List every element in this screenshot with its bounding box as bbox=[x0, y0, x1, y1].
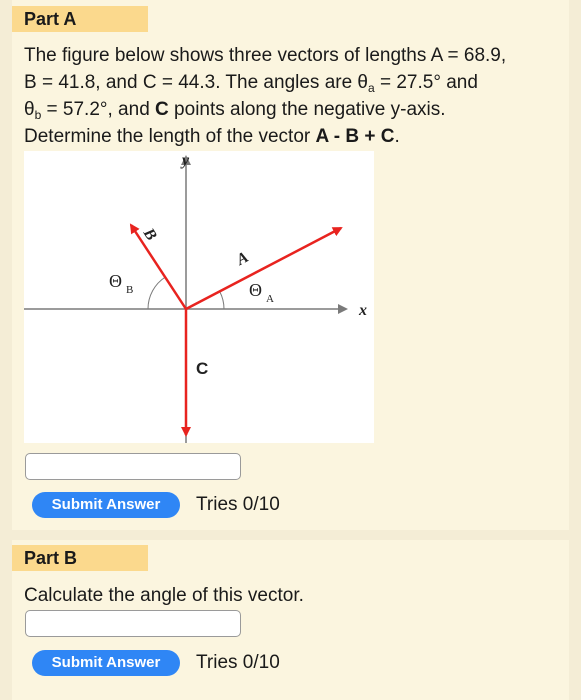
question-text: points along the negative y-axis. bbox=[168, 99, 446, 120]
subscript: b bbox=[34, 108, 42, 122]
part-b-heading: Part B bbox=[12, 545, 148, 571]
part-a-question bbox=[24, 42, 564, 150]
theta-b-subscript: B bbox=[126, 284, 134, 296]
part-b-question: Calculate the angle of this vector. bbox=[24, 585, 304, 606]
part-a-submit-button[interactable]: Submit Answer bbox=[32, 492, 180, 518]
theta-a-label: Θ bbox=[249, 280, 262, 300]
part-a-answer-input[interactable] bbox=[25, 453, 241, 480]
question-text: B = 41.8, and C = 44.3. The angles are θ bbox=[24, 72, 369, 93]
vector-a-label: A bbox=[233, 248, 252, 269]
theta-b-arc bbox=[148, 277, 165, 309]
x-axis-label: x bbox=[359, 302, 367, 319]
question-text: = 57.2°, and bbox=[41, 99, 156, 120]
theta-a-arc bbox=[220, 292, 224, 310]
bold-vector-symbol: C bbox=[155, 99, 169, 120]
part-b-submit-button[interactable]: Submit Answer bbox=[32, 650, 180, 676]
question-line-2 bbox=[24, 69, 564, 96]
part-a-tries-counter: Tries 0/10 bbox=[196, 494, 280, 515]
part-b-tries-counter: Tries 0/10 bbox=[196, 652, 280, 673]
bold-vector-expression: A - B + C bbox=[315, 126, 395, 147]
question-line-1: The figure below shows three vectors of lengths A = 68.9, bbox=[24, 45, 507, 66]
vector-b-label: B bbox=[139, 225, 160, 244]
theta-b-label: Θ bbox=[109, 271, 122, 291]
vector-a-arrow bbox=[186, 228, 341, 309]
theta-a-subscript: A bbox=[266, 293, 274, 305]
vector-c-label: C bbox=[196, 359, 209, 378]
question-text: = 27.5° and bbox=[374, 72, 478, 93]
vector-b-arrow bbox=[131, 225, 186, 309]
vector-diagram bbox=[24, 141, 374, 443]
part-b-answer-input[interactable] bbox=[25, 610, 241, 637]
subscript: a bbox=[368, 81, 375, 95]
part-a-heading: Part A bbox=[12, 6, 148, 32]
question-line-3 bbox=[24, 96, 564, 123]
y-axis-label: y bbox=[182, 152, 190, 169]
vector-figure bbox=[24, 151, 374, 443]
question-text: θ bbox=[24, 99, 35, 120]
question-text: . bbox=[394, 126, 400, 147]
question-text: Determine the length of the vector bbox=[24, 126, 316, 147]
